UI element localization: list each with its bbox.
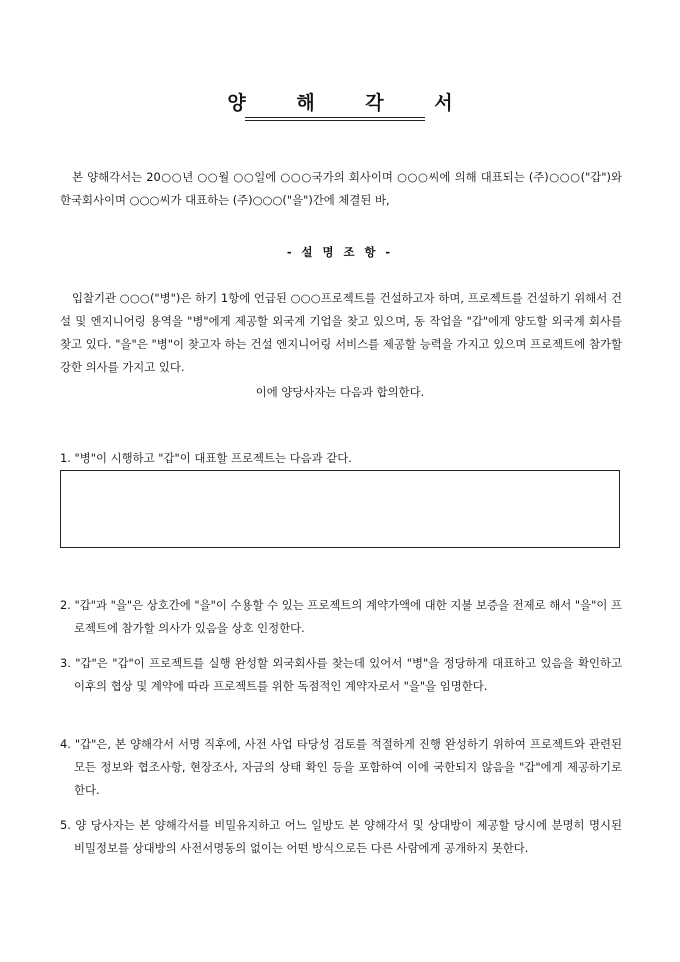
clause-4: 4. "갑"은, 본 양해각서 서명 직후에, 사전 사업 타당성 검토를 적절하게 진행 완성하기 위하여 프로젝트와 관련된 모든 정보와 협조사항, 현장조사, 자금의 상태 확인 등을 포함하여 이에 국한되지 않음을 "갑"에게 제공하기로 한다.	[60, 737, 622, 797]
document-title: 양 해 각 서	[227, 92, 475, 114]
project-description-box	[60, 470, 620, 548]
title-underline-bottom	[245, 120, 425, 121]
title-underline-top	[245, 117, 425, 118]
clause-1: 1. "병"이 시행하고 "갑"이 대표할 프로젝트는 다음과 같다.	[60, 451, 352, 465]
clause-5: 5. 양 당사자는 본 양해각서를 비밀유지하고 어느 일방도 본 양해각서 및 상대방이 제공할 당시에 분명히 명시된 비밀정보를 상대방의 사전서명동의 없이는 어떤 방식으로든 다른 사람에게 공개하지 못한다.	[60, 818, 622, 855]
recital-paragraph: 입찰기관 ○○○("병")은 하기 1항에 언급된 ○○○프로젝트를 건설하고자 하며, 프로젝트를 건설하기 위해서 건설 및 엔지니어링 용역을 "병"에게 제공할 외국계 기업을 찾고 있으며, 동 작업을 "갑"에게 양도할 외국계 회사를 찾고 있다. "을"은 "병"이 찾고자 하는 건설 엔지니어링 서비스를 제공할 능력을 가지고 있으며 프로젝트에 참가할 강한 의사를 가지고 있다.	[60, 291, 622, 374]
agreement-line: 이에 양당사자는 다음과 합의한다.	[255, 385, 425, 399]
section-heading: - 설 명 조 항 -	[286, 245, 394, 259]
clause-2: 2. "갑"과 "을"은 상호간에 "을"이 수용할 수 있는 프로젝트의 계약가액에 대한 지불 보증을 전제로 해서 "을"이 프로젝트에 참가할 의사가 있음을 상호 인정한다.	[60, 598, 622, 635]
clause-3: 3. "갑"은 "갑"이 프로젝트를 실행 완성할 외국회사를 찾는데 있어서 "병"을 정당하게 대표하고 있음을 확인하고 이후의 협상 및 계약에 따라 프로젝트를 위한 독점적인 계약자로서 "을"을 임명한다.	[60, 656, 622, 693]
intro-paragraph: 본 양해각서는 20○○년 ○○월 ○○일에 ○○○국가의 회사이며 ○○○씨에 의해 대표되는 (주)○○○("갑")와 한국회사이며 ○○○씨가 대표하는 (주)○○○("을")간에 체결된 바,	[60, 170, 622, 207]
